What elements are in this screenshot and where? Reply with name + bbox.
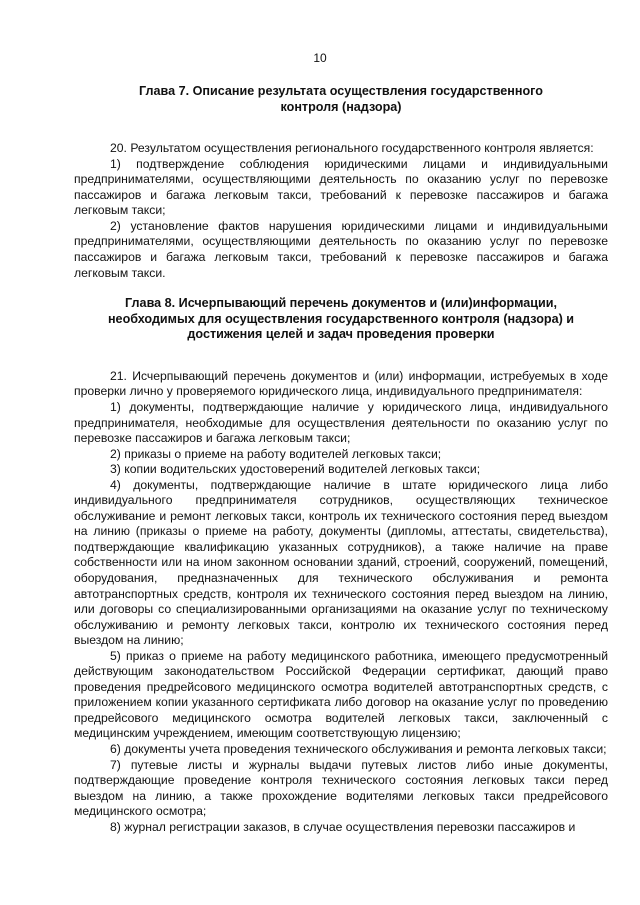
list-item: 6) документы учета проведения технического обслуживания и ремонта легковых такси; — [110, 742, 607, 757]
list-item: 2) приказы о приеме на работу водителей легковых такси; — [110, 446, 442, 461]
list-item: 3) копии водительских удостоверений водителей легковых такси; — [110, 462, 481, 477]
paragraph: 21. Исчерпывающий перечень документов и (или) информации, истребуемых в ходе проверки лично у проверяемого юридического лица, индивидуального предпринимателя: — [74, 368, 608, 399]
list-item: 2) установление фактов нарушения юридическими лицами и индивидуальными предпринимателями, осуществляющими деятельность по оказанию услуг по перевозке пассажиров и багажа легковым такси, требований к перевозке пассажиров и багажа легковым такси. — [74, 218, 608, 280]
list-item: 8) журнал регистрации заказов, в случае осуществления перевозки пассажиров и — [110, 819, 576, 834]
page-number: 10 — [313, 51, 327, 65]
paragraph: 20. Результатом осуществления регионального государственного контроля является: — [110, 141, 594, 156]
chapter-7-heading-line: Глава 7. Описание результата осуществления государственного — [139, 84, 543, 98]
list-item: 5) приказ о приеме на работу медицинского работника, имеющего предусмотренный действующим законодательством Российской Федерации сертификат, дающий право проведения предрейсового медицинского осмотра водителей автотранспортных средств, с приложением копии указанного сертификата либо договор на оказание услуг по проведению предрейсового медицинского осмотра водителей легковых такси, заключенный с медицинским учреждением, имеющим соответствующую лицензию; — [74, 648, 608, 741]
chapter-8-heading — [74, 296, 608, 343]
chapter-7-heading — [74, 84, 608, 115]
chapter-8-heading-line: достижения целей и задач проведения проверки — [187, 327, 495, 342]
chapter-8-heading-line: Глава 8. Исчерпывающий перечень документов и (или)информации, — [125, 296, 557, 311]
chapter-7-heading-line: контроля (надзора) — [280, 99, 402, 114]
document-body — [74, 84, 608, 835]
list-item: 1) подтверждение соблюдения юридическими лицами и индивидуальными предпринимателями, осуществляющими деятельность по оказанию услуг по перевозке пассажиров и багажа легковым такси, требований к перевозке пассажиров и багажа легковым такси; — [74, 156, 608, 218]
chapter-8-heading-line: необходимых для осуществления государственного контроля (надзора) и — [107, 311, 575, 326]
list-item: 7) путевые листы и журналы выдачи путевых листов либо иные документы, подтверждающие проведение контроля технического состояния легковых такси перед выездом на линию, а также прохождение водителями легковых такси предрейсового медицинского осмотра; — [74, 757, 608, 819]
list-item: 1) документы, подтверждающие наличие у юридического лица, индивидуального предпринимателя, необходимые для осуществления деятельности по оказанию услуг по перевозке пассажиров и багажа легковым такси; — [74, 399, 608, 446]
list-item: 4) документы, подтверждающие наличие в штате юридического лица либо индивидуального предпринимателя сотрудников, осуществляющих техническое обслуживание и ремонт легковых такси, контроль их технического состояния перед выездом на линию (приказы о приеме на работу, документы (дипломы, аттестаты, свидетельства), подтверждающие квалификацию указанных сотрудников), а также наличие на праве собственности или на ином законном основании зданий, строений, сооружений, помещений, оборудования, предназначенных для технического обслуживания и ремонта автотранспортных средств, контроля их технического состояния перед выездом на линию, или договоры со специализированными организациями на оказание услуг по техническому обслуживанию и ремонту легковых такси, контролю их технического состояния перед выездом на линию; — [74, 477, 608, 648]
